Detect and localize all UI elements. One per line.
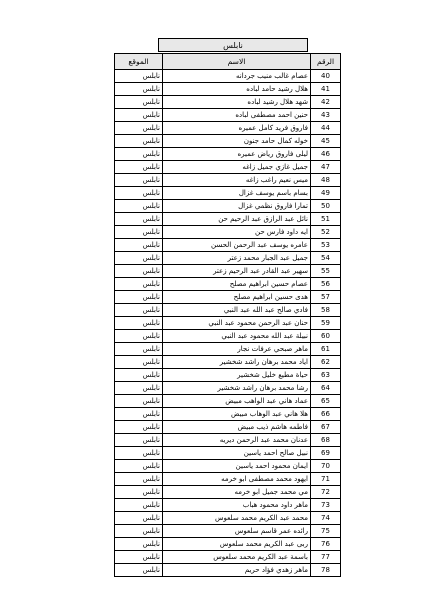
row-location-cell: نابلس — [115, 434, 163, 447]
row-number-cell: 54 — [311, 252, 341, 265]
row-location-cell: نابلس — [115, 161, 163, 174]
row-name-cell: محمد عبد الكريم محمد سلعوس — [163, 512, 311, 525]
row-location-cell: نابلس — [115, 96, 163, 109]
table-row — [115, 96, 341, 109]
row-location-cell: نابلس — [115, 551, 163, 564]
row-name-cell: ميس نعيم راغب زاغه — [163, 174, 311, 187]
row-name-cell: باسمة عبد الكريم محمد سلعوس — [163, 551, 311, 564]
row-location-cell: نابلس — [115, 174, 163, 187]
row-number-cell: 68 — [311, 434, 341, 447]
row-number-cell: 46 — [311, 148, 341, 161]
row-name-cell: ربى عبد الكريم محمد سلعوس — [163, 538, 311, 551]
column-header-location: الموقع — [115, 54, 163, 70]
row-number-cell: 50 — [311, 200, 341, 213]
table-row — [115, 135, 341, 148]
row-name-cell: عماد هاني عبد الواهب مبيض — [163, 395, 311, 408]
row-number-cell: 65 — [311, 395, 341, 408]
row-name-cell: ليلى فاروق رياض عميره — [163, 148, 311, 161]
table-row — [115, 304, 341, 317]
table-row — [115, 343, 341, 356]
row-location-cell: نابلس — [115, 486, 163, 499]
row-location-cell: نابلس — [115, 187, 163, 200]
table-row — [115, 551, 341, 564]
row-name-cell: نائل عبد الرازق عبد الرحيم حن — [163, 213, 311, 226]
table-row — [115, 83, 341, 96]
row-number-cell: 43 — [311, 109, 341, 122]
row-name-cell: رائده عمر قاسم سلعوس — [163, 525, 311, 538]
row-location-cell: نابلس — [115, 356, 163, 369]
row-location-cell: نابلس — [115, 382, 163, 395]
row-number-cell: 64 — [311, 382, 341, 395]
row-name-cell: اياد محمد برهان راشد شخشير — [163, 356, 311, 369]
row-location-cell: نابلس — [115, 109, 163, 122]
table-row — [115, 434, 341, 447]
row-name-cell: فاطمه هاشم ذيب مبيض — [163, 421, 311, 434]
row-number-cell: 48 — [311, 174, 341, 187]
row-number-cell: 73 — [311, 499, 341, 512]
row-number-cell: 60 — [311, 330, 341, 343]
row-name-cell: حنين احمد مصطفى لباده — [163, 109, 311, 122]
row-location-cell: نابلس — [115, 122, 163, 135]
row-number-cell: 74 — [311, 512, 341, 525]
row-location-cell: نابلس — [115, 239, 163, 252]
row-number-cell: 45 — [311, 135, 341, 148]
row-number-cell: 59 — [311, 317, 341, 330]
table-row — [115, 421, 341, 434]
row-name-cell: شهد هلال رشيد لباده — [163, 96, 311, 109]
row-name-cell: ماهر زهدي فؤاد حريم — [163, 564, 311, 577]
row-location-cell: نابلس — [115, 369, 163, 382]
table-row — [115, 447, 341, 460]
row-number-cell: 47 — [311, 161, 341, 174]
table-row — [115, 291, 341, 304]
table-row — [115, 70, 341, 83]
row-number-cell: 77 — [311, 551, 341, 564]
row-location-cell: نابلس — [115, 304, 163, 317]
row-name-cell: خوله كمال حامد جنون — [163, 135, 311, 148]
row-name-cell: فاروق فريد كامل عميره — [163, 122, 311, 135]
row-number-cell: 71 — [311, 473, 341, 486]
row-number-cell: 42 — [311, 96, 341, 109]
row-location-cell: نابلس — [115, 226, 163, 239]
row-name-cell: سهير عبد القادر عبد الرحيم زعتر — [163, 265, 311, 278]
table-row — [115, 460, 341, 473]
table-row — [115, 252, 341, 265]
row-number-cell: 75 — [311, 525, 341, 538]
row-name-cell: نبيل صالح احمد ياسين — [163, 447, 311, 460]
row-name-cell: نبيلة عبد الله محمود عبد النبي — [163, 330, 311, 343]
row-name-cell: عصام حسين ابراهيم مصلح — [163, 278, 311, 291]
row-number-cell: 56 — [311, 278, 341, 291]
row-number-cell: 62 — [311, 356, 341, 369]
table-row — [115, 512, 341, 525]
row-location-cell: نابلس — [115, 70, 163, 83]
table-row — [115, 538, 341, 551]
table-row — [115, 317, 341, 330]
row-location-cell: نابلس — [115, 564, 163, 577]
row-number-cell: 53 — [311, 239, 341, 252]
table-row — [115, 148, 341, 161]
table-row — [115, 525, 341, 538]
table-row — [115, 395, 341, 408]
row-location-cell: نابلس — [115, 278, 163, 291]
row-number-cell: 76 — [311, 538, 341, 551]
table-row — [115, 499, 341, 512]
row-number-cell: 51 — [311, 213, 341, 226]
row-name-cell: حنان عبد الرحمن محمود عبد النبي — [163, 317, 311, 330]
row-location-cell: نابلس — [115, 512, 163, 525]
row-location-cell: نابلس — [115, 83, 163, 96]
row-name-cell: هدى حسين ابراهيم مصلح — [163, 291, 311, 304]
row-location-cell: نابلس — [115, 421, 163, 434]
row-number-cell: 44 — [311, 122, 341, 135]
row-number-cell: 69 — [311, 447, 341, 460]
table-row — [115, 187, 341, 200]
row-name-cell: فادي صالح عبد الله عبد النبي — [163, 304, 311, 317]
table-header-row — [115, 54, 341, 70]
table-row — [115, 122, 341, 135]
row-name-cell: جميل عبد الجبار محمد زعتر — [163, 252, 311, 265]
row-name-cell: حياة مطيع خليل شخشير — [163, 369, 311, 382]
table-row — [115, 161, 341, 174]
row-location-cell: نابلس — [115, 343, 163, 356]
row-name-cell: تمارا فاروق نظمي غزال — [163, 200, 311, 213]
row-location-cell: نابلس — [115, 148, 163, 161]
table-row — [115, 239, 341, 252]
row-location-cell: نابلس — [115, 395, 163, 408]
table-row — [115, 356, 341, 369]
row-location-cell: نابلس — [115, 291, 163, 304]
table-row — [115, 408, 341, 421]
table-row — [115, 486, 341, 499]
row-name-cell: هلا هاني عبد الوهاب مبيض — [163, 408, 311, 421]
table-row — [115, 564, 341, 577]
row-location-cell: نابلس — [115, 447, 163, 460]
row-number-cell: 61 — [311, 343, 341, 356]
row-name-cell: عامره يوسف عبد الرحمن الحسن — [163, 239, 311, 252]
row-number-cell: 78 — [311, 564, 341, 577]
table-row — [115, 278, 341, 291]
row-number-cell: 52 — [311, 226, 341, 239]
table-row — [115, 213, 341, 226]
row-name-cell: ايمان محمود احمد ياسين — [163, 460, 311, 473]
table-row — [115, 200, 341, 213]
row-name-cell: هلال رشيد حامد لباده — [163, 83, 311, 96]
row-location-cell: نابلس — [115, 499, 163, 512]
row-number-cell: 57 — [311, 291, 341, 304]
row-name-cell: جميل غازي جميل زاغه — [163, 161, 311, 174]
row-name-cell: ماهر داود محمود هباب — [163, 499, 311, 512]
row-location-cell: نابلس — [115, 525, 163, 538]
row-location-cell: نابلس — [115, 265, 163, 278]
roster-table — [114, 53, 341, 577]
row-location-cell: نابلس — [115, 460, 163, 473]
row-location-cell: نابلس — [115, 213, 163, 226]
column-header-number: الرقم — [311, 54, 341, 70]
table-row — [115, 226, 341, 239]
table-row — [115, 265, 341, 278]
table-row — [115, 109, 341, 122]
row-name-cell: رشا محمد برهان راشد شخشير — [163, 382, 311, 395]
row-name-cell: مي محمد جميل ابو خرمه — [163, 486, 311, 499]
row-number-cell: 66 — [311, 408, 341, 421]
row-name-cell: عدنان محمد عبد الرحمن ديريه — [163, 434, 311, 447]
row-location-cell: نابلس — [115, 200, 163, 213]
table-body — [115, 70, 341, 577]
row-location-cell: نابلس — [115, 252, 163, 265]
row-number-cell: 49 — [311, 187, 341, 200]
row-name-cell: بسام باسم يوسف غزال — [163, 187, 311, 200]
row-location-cell: نابلس — [115, 473, 163, 486]
row-location-cell: نابلس — [115, 538, 163, 551]
row-location-cell: نابلس — [115, 330, 163, 343]
row-location-cell: نابلس — [115, 135, 163, 148]
row-number-cell: 67 — [311, 421, 341, 434]
row-location-cell: نابلس — [115, 317, 163, 330]
table-row — [115, 330, 341, 343]
table-row — [115, 174, 341, 187]
city-header: نابلس — [158, 38, 308, 52]
column-header-name: الاسم — [163, 54, 311, 70]
row-number-cell: 41 — [311, 83, 341, 96]
table-row — [115, 473, 341, 486]
table-row — [115, 369, 341, 382]
table-row — [115, 382, 341, 395]
row-number-cell: 70 — [311, 460, 341, 473]
row-number-cell: 40 — [311, 70, 341, 83]
row-number-cell: 72 — [311, 486, 341, 499]
row-name-cell: ايه داود فارس حن — [163, 226, 311, 239]
row-number-cell: 63 — [311, 369, 341, 382]
row-name-cell: عصام غالب منيب جردانه — [163, 70, 311, 83]
row-number-cell: 55 — [311, 265, 341, 278]
row-number-cell: 58 — [311, 304, 341, 317]
row-name-cell: ايهود محمد مصطفى ابو خرمه — [163, 473, 311, 486]
row-name-cell: ماهر صبحي عرفات نجار — [163, 343, 311, 356]
row-location-cell: نابلس — [115, 408, 163, 421]
